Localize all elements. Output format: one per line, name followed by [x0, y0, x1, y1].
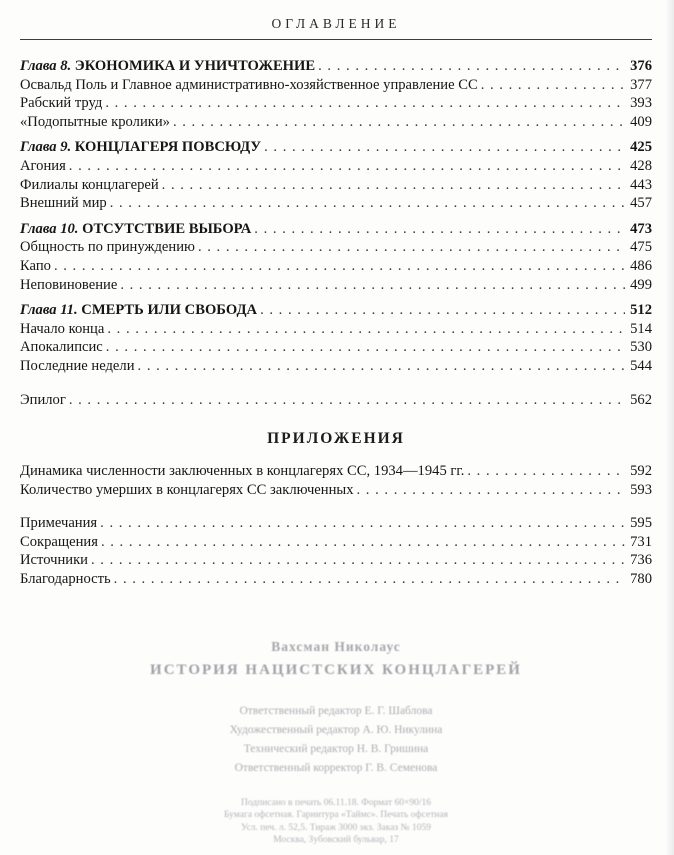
- bleedthrough-imprint-line: Ответственный редактор Е. Г. Шаблова: [239, 704, 433, 717]
- appendices-list: [20, 462, 652, 588]
- dot-leader: [69, 157, 625, 176]
- toc-entry-title: Филиалы концлагерей: [20, 176, 159, 193]
- toc-row: [20, 157, 652, 176]
- dot-leader: [467, 462, 625, 481]
- toc-entry-title: Агония: [20, 158, 66, 175]
- toc-entry-title: [20, 301, 257, 320]
- toc-row: [20, 194, 652, 213]
- bleedthrough-imprint-line: Технический редактор Н. В. Гришина: [243, 742, 429, 755]
- dot-leader: [69, 391, 625, 410]
- toc-row: [20, 462, 652, 481]
- toc-section: [20, 138, 652, 213]
- dot-leader: [54, 257, 625, 276]
- toc-entry-title: Сокращения: [20, 533, 98, 550]
- toc-entry-title: Общность по принуждению: [20, 239, 195, 256]
- page-number: 736: [630, 552, 652, 569]
- dot-leader: [260, 301, 625, 320]
- toc-entry-title: Примечания: [20, 514, 98, 531]
- toc-entry-title: Капо: [20, 258, 51, 275]
- toc-entry-title: Эпилог: [20, 391, 66, 408]
- page-number: 457: [630, 195, 652, 212]
- chapter-title: ЭКОНОМИКА И УНИЧТОЖЕНИЕ: [74, 58, 316, 74]
- chapter-title: ОТСУТСТВИЕ ВЫБОРА: [82, 220, 252, 237]
- bleedthrough-colophon-line: Усл. печ. л. 52,5. Тираж 3000 экз. Заказ № 1059: [241, 822, 431, 833]
- chapter-prefix: Глава 8.: [20, 58, 75, 74]
- dot-leader: [107, 320, 625, 339]
- dot-leader: [264, 138, 625, 157]
- page-number: 393: [630, 95, 652, 112]
- dot-leader: [120, 276, 625, 295]
- toc-chapter-row: [20, 220, 652, 239]
- toc-row: [20, 338, 652, 357]
- toc-row: [20, 514, 652, 533]
- page-number: 409: [630, 114, 652, 131]
- page-number: 780: [630, 570, 652, 587]
- bleedthrough-colophon-line: Москва, Зубовский бульвар, 17: [273, 835, 399, 846]
- page-number: 376: [630, 58, 652, 74]
- toc-entry-title: Благодарность: [20, 570, 111, 587]
- dot-leader: [114, 570, 625, 589]
- toc-entry-title: Источники: [20, 552, 88, 569]
- toc-entry-title: [20, 57, 315, 76]
- toc-chapter-row: [20, 301, 652, 320]
- toc-entry-title: [20, 220, 251, 239]
- toc-entry-title: «Подопытные кролики»: [20, 114, 170, 131]
- page-number: 731: [630, 533, 652, 550]
- page-number: 499: [630, 276, 652, 293]
- dot-leader: [162, 176, 625, 195]
- page-number: 593: [630, 482, 652, 499]
- appendix-group: [20, 514, 652, 589]
- toc-row: [20, 238, 652, 257]
- page-number: 428: [630, 158, 652, 175]
- toc-entry-title: Количество умерших в концлагерях СС заключенных: [20, 482, 354, 499]
- page-number: 514: [630, 320, 652, 337]
- toc-entry-title: Последние недели: [20, 358, 135, 375]
- page-number: 512: [630, 301, 652, 318]
- page-number: 530: [630, 339, 652, 356]
- dot-leader: [173, 113, 625, 132]
- toc-row: [20, 570, 652, 589]
- toc-section: [20, 391, 652, 410]
- toc-row: [20, 481, 652, 500]
- dot-leader: [100, 514, 625, 533]
- dot-leader: [481, 76, 625, 95]
- page-number: 473: [630, 220, 652, 237]
- appendices-heading: ПРИЛОЖЕНИЯ: [267, 430, 405, 448]
- bleedthrough-colophon-line: Бумага офсетная. Гарнитура «Таймс». Печать офсетная: [223, 810, 449, 821]
- toc-list: [20, 57, 652, 409]
- dot-leader: [91, 551, 625, 570]
- toc-row: [20, 533, 652, 552]
- dot-leader: [318, 57, 625, 76]
- dot-leader: [105, 94, 625, 113]
- bleedthrough-imprint-line: Ответственный корректор Г. В. Семенова: [234, 761, 438, 774]
- toc-entry-title: Начало конца: [20, 320, 105, 337]
- toc-row: [20, 257, 652, 276]
- toc-row: [20, 94, 652, 113]
- dot-leader: [101, 533, 625, 552]
- toc-entry-title: Рабский труд: [20, 95, 103, 112]
- bleedthrough-block: [20, 639, 652, 847]
- toc-section: [20, 220, 652, 295]
- page-number: 425: [630, 139, 652, 156]
- page-number: 595: [630, 514, 652, 531]
- toc-entry-title: Апокалипсис: [20, 339, 103, 356]
- bleedthrough-imprint: [20, 702, 652, 778]
- toc-row: [20, 551, 652, 570]
- toc-entry-title: Внешний мир: [20, 195, 107, 212]
- chapter-title: КОНЦЛАГЕРЯ ПОВСЮДУ: [74, 139, 262, 156]
- page-number: 486: [630, 258, 652, 275]
- toc-entry-title: Освальд Поль и Главное административно-хозяйственное управление СС: [20, 76, 478, 93]
- toc-row: [20, 76, 652, 95]
- page-number: 443: [630, 176, 652, 193]
- toc-entry-title: Неповиновение: [20, 276, 118, 293]
- bleedthrough-author: Вахсман Николаус: [271, 638, 401, 654]
- toc-row: [20, 391, 652, 410]
- chapter-prefix: Глава 9.: [20, 139, 75, 156]
- toc-entry-title: Динамика численности заключенных в концлагерях СС, 1934—1945 гг.: [20, 463, 465, 480]
- toc-row: [20, 176, 652, 195]
- toc-row: [20, 276, 652, 295]
- toc-section: [20, 301, 652, 376]
- chapter-prefix: Глава 10.: [20, 220, 83, 237]
- page-number: 592: [630, 463, 652, 480]
- page-title: ОГЛАВЛЕНИЕ: [271, 16, 401, 31]
- toc-row: [20, 113, 652, 132]
- bleedthrough-colophon: [20, 797, 652, 847]
- toc-row: [20, 357, 652, 376]
- dot-leader: [254, 220, 625, 239]
- page-number: 562: [630, 391, 652, 408]
- dot-leader: [106, 338, 625, 357]
- dot-leader: [198, 238, 625, 257]
- chapter-title: СМЕРТЬ ИЛИ СВОБОДА: [81, 301, 258, 318]
- toc-chapter-row: [20, 138, 652, 157]
- dot-leader: [357, 481, 626, 500]
- toc-chapter-row: [20, 57, 652, 76]
- dot-leader: [138, 357, 626, 376]
- toc-row: [20, 320, 652, 339]
- bleedthrough-book-title: ИСТОРИЯ НАЦИСТСКИХ КОНЦЛАГЕРЕЙ: [150, 661, 522, 678]
- page-number: 475: [630, 239, 652, 256]
- page-number: 377: [630, 76, 652, 93]
- page-number: 544: [630, 358, 652, 375]
- bleedthrough-colophon-line: Подписано в печать 06.11.18. Формат 60×90/16: [240, 797, 432, 808]
- chapter-prefix: Глава 11.: [20, 301, 82, 318]
- bleedthrough-imprint-line: Художественный редактор А. Ю. Никулина: [229, 723, 443, 736]
- toc-entry-title: [20, 138, 261, 157]
- header-rule: [20, 39, 652, 40]
- dot-leader: [110, 194, 625, 213]
- toc-section: [20, 57, 652, 132]
- appendix-group: [20, 462, 652, 499]
